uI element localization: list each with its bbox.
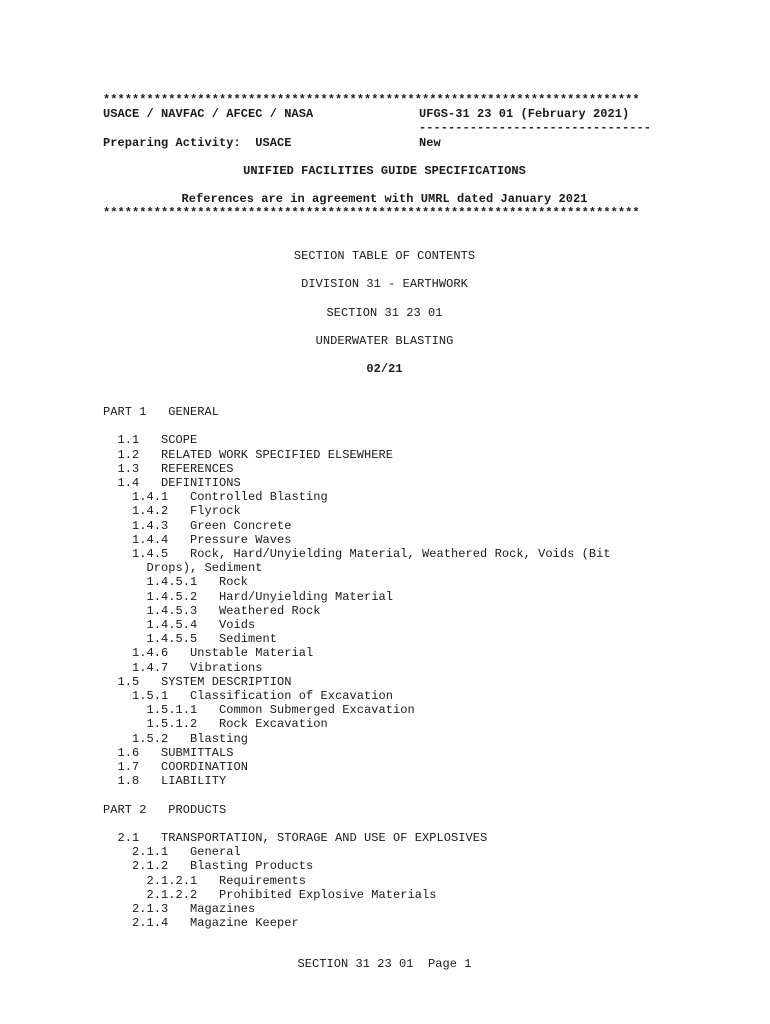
toc-entry[interactable]: 1.4.5.2 Hard/Unyielding Material xyxy=(103,589,394,604)
toc-entry[interactable]: 2.1.2.2 Prohibited Explosive Materials xyxy=(103,887,437,902)
toc-entry[interactable]: 1.3 REFERENCES xyxy=(103,461,234,476)
toc-entry[interactable]: 1.5.1.2 Rock Excavation xyxy=(103,717,328,732)
toc-entry[interactable]: 1.4.5.1 Rock xyxy=(103,575,249,590)
toc-entry[interactable]: 1.8 LIABILITY xyxy=(103,774,227,789)
header-star-rule-top: ************************************************************************** xyxy=(103,93,640,107)
guide-title: UNIFIED FACILITIES GUIDE SPECIFICATIONS xyxy=(243,164,526,178)
toc-entry[interactable]: 1.4.4 Pressure Waves xyxy=(103,532,292,547)
toc-entry[interactable]: 1.5 SYSTEM DESCRIPTION xyxy=(103,674,292,689)
toc-entry[interactable]: 2.1.4 Magazine Keeper xyxy=(103,916,299,931)
toc-entry[interactable]: 1.4.5.3 Weathered Rock xyxy=(103,603,321,618)
section-number: SECTION 31 23 01 xyxy=(326,306,443,320)
toc-entry[interactable]: 1.4.5.5 Sediment xyxy=(103,632,278,647)
toc-entry[interactable]: Drops), Sediment xyxy=(103,561,263,576)
ufgs-underline: -------------------------------- xyxy=(419,121,652,135)
toc-entry[interactable]: 1.7 COORDINATION xyxy=(103,760,249,774)
toc-entry[interactable]: 1.2 RELATED WORK SPECIFIED ELSEWHERE xyxy=(103,447,394,462)
toc-entry[interactable]: 2.1.2 Blasting Products xyxy=(103,859,314,874)
toc-entry[interactable]: 1.5.1.1 Common Submerged Excavation xyxy=(103,703,415,718)
toc-entry[interactable]: 2.1.1 General xyxy=(103,845,241,860)
toc-entry[interactable]: 1.6 SUBMITTALS xyxy=(103,745,234,760)
division-heading: DIVISION 31 - EARTHWORK xyxy=(301,277,468,291)
agencies-label: USACE / NAVFAC / AFCEC / NASA xyxy=(103,107,314,121)
toc-entry[interactable]: 2.1 TRANSPORTATION, STORAGE AND USE OF EXPLOSIVES xyxy=(103,831,488,845)
toc-entry[interactable]: 1.5.1 Classification of Excavation xyxy=(103,689,394,703)
toc-entry[interactable]: PART 1 GENERAL xyxy=(103,405,220,419)
umrl-statement: References are in agreement with UMRL dated January 2021 xyxy=(181,192,588,206)
section-name: UNDERWATER BLASTING xyxy=(315,334,454,348)
toc-entry[interactable]: 2.1.3 Magazines xyxy=(103,902,256,916)
header-star-rule-bottom: ************************************************************************** xyxy=(103,206,640,220)
preparing-activity: Preparing Activity: USACE xyxy=(103,136,292,150)
toc-entry[interactable]: 1.4.7 Vibrations xyxy=(103,660,263,675)
section-date: 02/21 xyxy=(366,362,403,376)
toc-entry[interactable]: 1.4.5.4 Voids xyxy=(103,618,256,632)
toc-heading: SECTION TABLE OF CONTENTS xyxy=(293,249,476,263)
status-label: New xyxy=(419,136,441,150)
ufgs-number: UFGS-31 23 01 (February 2021) xyxy=(419,107,630,121)
page-footer: SECTION 31 23 01 Page 1 xyxy=(297,957,472,971)
toc-entry[interactable]: 1.4 DEFINITIONS xyxy=(103,476,241,490)
toc-entry[interactable]: 1.4.3 Green Concrete xyxy=(103,518,292,533)
toc-entry[interactable]: 1.4.6 Unstable Material xyxy=(103,646,314,661)
toc-entry[interactable]: 2.1.2.1 Requirements xyxy=(103,873,307,888)
toc-entry[interactable]: 1.4.1 Controlled Blasting xyxy=(103,490,328,505)
toc-entry[interactable]: 1.1 SCOPE xyxy=(103,433,198,448)
toc-entry[interactable]: 1.4.5 Rock, Hard/Unyielding Material, Weathered Rock, Voids (Bit xyxy=(103,547,611,561)
toc-entry[interactable]: 1.4.2 Flyrock xyxy=(103,504,241,519)
toc-entry[interactable]: 1.5.2 Blasting xyxy=(103,731,249,746)
toc-entry[interactable]: PART 2 PRODUCTS xyxy=(103,802,227,817)
